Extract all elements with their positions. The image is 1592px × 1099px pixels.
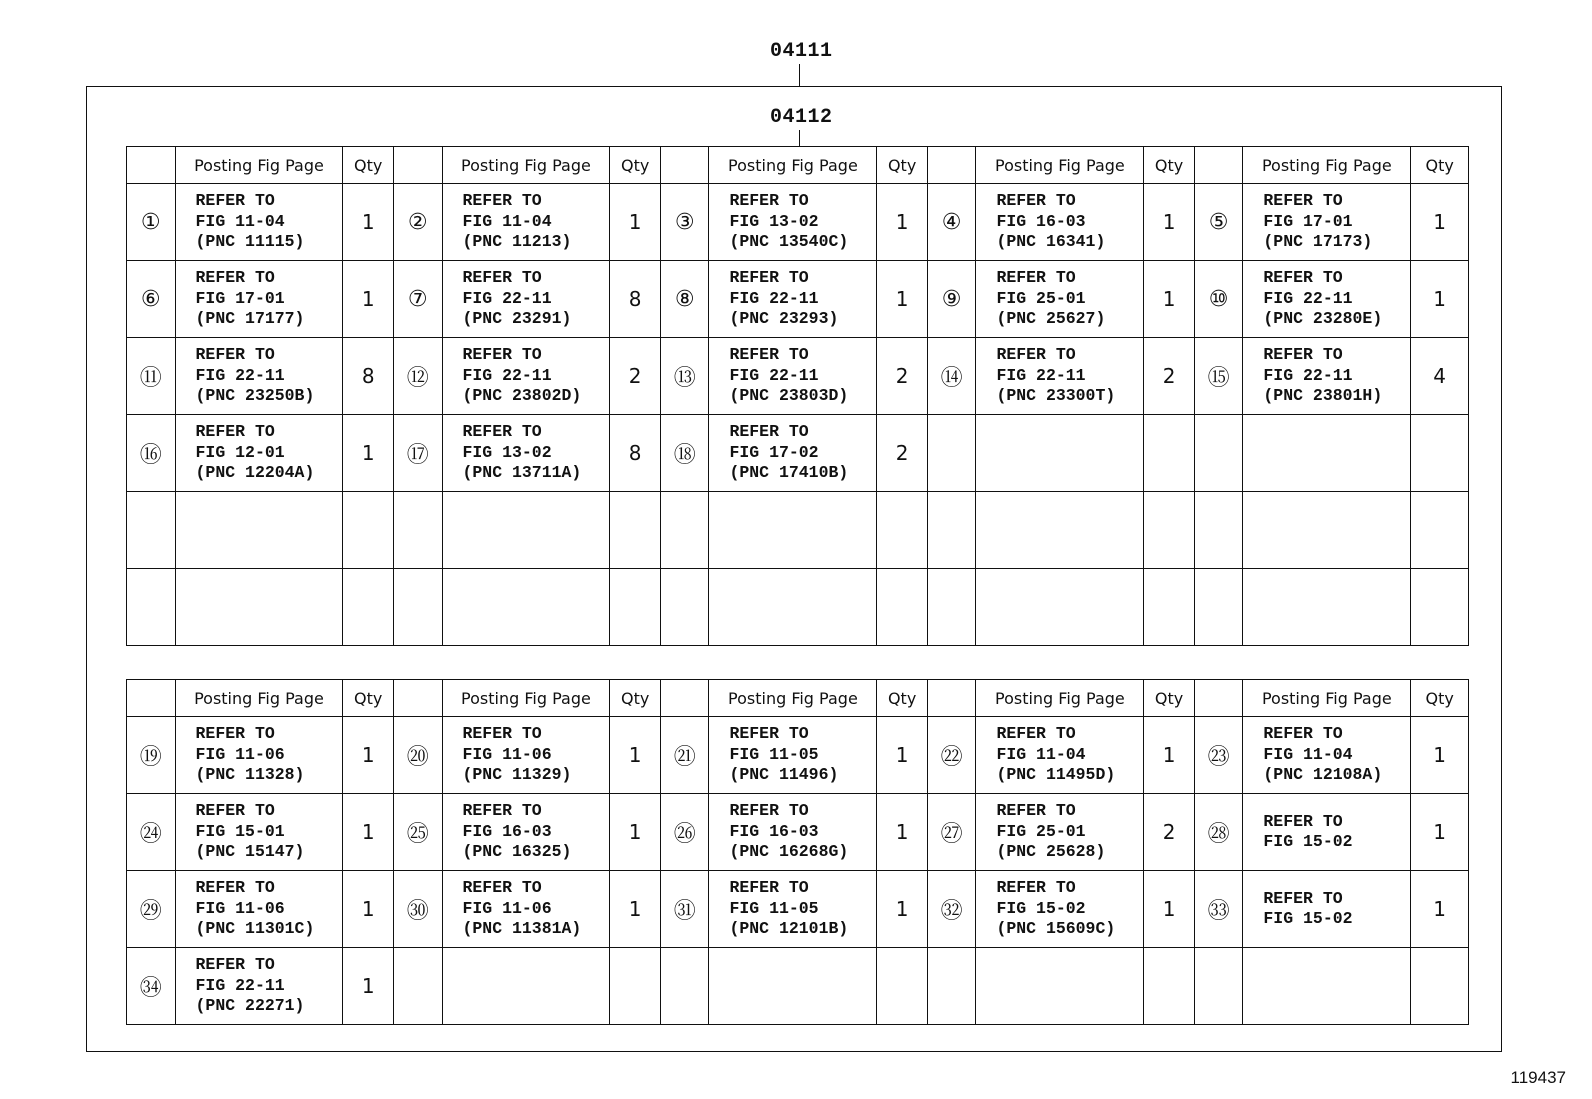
reference-line: REFER TO — [1263, 268, 1343, 288]
item-number — [127, 569, 176, 646]
table-row — [127, 948, 1469, 1025]
table-row — [127, 871, 1469, 948]
reference-line: (PNC 17410B) — [729, 463, 849, 483]
posting-reference — [175, 569, 343, 646]
posting-reference — [442, 569, 610, 646]
table-row — [127, 415, 1469, 492]
item-number — [660, 948, 709, 1025]
reference-line: REFER TO — [1263, 811, 1343, 831]
item-number: ㉗ — [927, 794, 976, 871]
quantity: 1 — [610, 871, 661, 948]
reference-line: (PNC 16325) — [462, 842, 572, 862]
header-qty: Qty — [343, 147, 394, 184]
reference-line: (PNC 11496) — [729, 765, 839, 785]
posting-reference — [442, 717, 610, 794]
posting-reference — [175, 948, 343, 1025]
table-row — [127, 569, 1469, 646]
item-number: ㉛ — [660, 871, 709, 948]
quantity — [610, 569, 661, 646]
inner-label-leader — [799, 130, 800, 146]
quantity — [1144, 415, 1195, 492]
item-number — [660, 492, 709, 569]
reference-line: FIG 11-06 — [462, 898, 552, 918]
quantity: 1 — [1144, 261, 1195, 338]
item-number — [1194, 415, 1243, 492]
reference-line: FIG 11-04 — [1263, 744, 1353, 764]
reference-line: (PNC 12101B) — [729, 919, 849, 939]
quantity: 1 — [343, 184, 394, 261]
reference-line: (PNC 16268G) — [729, 842, 849, 862]
reference-line: REFER TO — [729, 801, 809, 821]
quantity — [1144, 948, 1195, 1025]
posting-reference — [1243, 492, 1411, 569]
table-row — [127, 338, 1469, 415]
posting-reference — [976, 184, 1144, 261]
posting-reference — [1243, 338, 1411, 415]
header-index-cell — [927, 147, 976, 184]
reference-line: (PNC 17177) — [195, 309, 305, 329]
posting-reference — [976, 871, 1144, 948]
reference-line: FIG 22-11 — [1263, 365, 1353, 385]
reference-line: FIG 17-02 — [729, 442, 819, 462]
header-index-cell — [1194, 680, 1243, 717]
posting-reference — [442, 184, 610, 261]
item-number: ⑳ — [393, 717, 442, 794]
table-row — [127, 184, 1469, 261]
item-number: ② — [393, 184, 442, 261]
reference-line: (PNC 15147) — [195, 842, 305, 862]
reference-line: (PNC 13540C) — [729, 232, 849, 252]
reference-line: (PNC 23300T) — [996, 386, 1116, 406]
item-number: ⑮ — [1194, 338, 1243, 415]
posting-reference — [976, 261, 1144, 338]
reference-line: REFER TO — [462, 724, 542, 744]
reference-line: (PNC 12108A) — [1263, 765, 1383, 785]
posting-reference — [1243, 717, 1411, 794]
reference-line: REFER TO — [195, 345, 275, 365]
reference-line: (PNC 11328) — [195, 765, 305, 785]
reference-line: (PNC 23802D) — [462, 386, 582, 406]
reference-line: FIG 22-11 — [462, 365, 552, 385]
reference-line: REFER TO — [996, 801, 1076, 821]
item-number: ㉒ — [927, 717, 976, 794]
posting-reference — [442, 338, 610, 415]
posting-reference — [709, 492, 877, 569]
illustration-number: 119437 — [1510, 1068, 1566, 1087]
reference-line: REFER TO — [996, 724, 1076, 744]
reference-line: FIG 13-02 — [729, 211, 819, 231]
posting-reference — [175, 338, 343, 415]
reference-line: FIG 11-04 — [195, 211, 285, 231]
quantity — [343, 492, 394, 569]
item-number: ⑨ — [927, 261, 976, 338]
reference-line: FIG 13-02 — [462, 442, 552, 462]
header-qty: Qty — [1144, 680, 1195, 717]
table-row — [127, 794, 1469, 871]
posting-reference — [1243, 415, 1411, 492]
quantity: 1 — [877, 184, 928, 261]
reference-line: FIG 16-03 — [996, 211, 1086, 231]
reference-line: FIG 15-02 — [1263, 909, 1353, 928]
posting-reference — [1243, 794, 1411, 871]
reference-line: FIG 22-11 — [195, 975, 285, 995]
reference-line: (PNC 16341) — [996, 232, 1106, 252]
item-number: ① — [127, 184, 176, 261]
reference-line: REFER TO — [996, 345, 1076, 365]
quantity: 1 — [1144, 184, 1195, 261]
reference-line: REFER TO — [462, 191, 542, 211]
reference-line: (PNC 11115) — [195, 232, 305, 252]
quantity — [1411, 948, 1469, 1025]
item-number: ④ — [927, 184, 976, 261]
reference-line: REFER TO — [195, 724, 275, 744]
posting-reference — [175, 415, 343, 492]
reference-line: REFER TO — [729, 422, 809, 442]
quantity: 8 — [610, 415, 661, 492]
header-posting-fig-page: Posting Fig Page — [976, 680, 1144, 717]
posting-reference — [442, 871, 610, 948]
reference-line: FIG 11-06 — [195, 744, 285, 764]
quantity: 1 — [1411, 871, 1469, 948]
quantity: 1 — [343, 948, 394, 1025]
posting-reference — [709, 871, 877, 948]
item-number — [927, 569, 976, 646]
quantity: 1 — [1411, 717, 1469, 794]
reference-line: FIG 12-01 — [195, 442, 285, 462]
item-number: ③ — [660, 184, 709, 261]
header-index-cell — [127, 680, 176, 717]
reference-line: REFER TO — [729, 191, 809, 211]
item-number: ⑫ — [393, 338, 442, 415]
item-number: ⑱ — [660, 415, 709, 492]
reference-line: FIG 22-11 — [729, 365, 819, 385]
quantity: 2 — [1144, 338, 1195, 415]
reference-line: FIG 22-11 — [462, 288, 552, 308]
item-number — [1194, 569, 1243, 646]
reference-line: (PNC 23250B) — [195, 386, 315, 406]
item-number: ㉙ — [127, 871, 176, 948]
item-number — [927, 948, 976, 1025]
reference-line: REFER TO — [996, 191, 1076, 211]
item-number: ㉖ — [660, 794, 709, 871]
quantity: 2 — [610, 338, 661, 415]
item-number — [927, 492, 976, 569]
parts-reference-table-2 — [126, 679, 1469, 1025]
posting-reference — [976, 492, 1144, 569]
table-row — [127, 717, 1469, 794]
reference-line: REFER TO — [462, 878, 542, 898]
quantity: 1 — [1411, 794, 1469, 871]
reference-line: FIG 22-11 — [996, 365, 1086, 385]
header-index-cell — [927, 680, 976, 717]
item-number: ㉚ — [393, 871, 442, 948]
posting-reference — [709, 338, 877, 415]
quantity: 2 — [877, 338, 928, 415]
quantity: 1 — [343, 871, 394, 948]
reference-line: FIG 11-04 — [996, 744, 1086, 764]
header-qty: Qty — [610, 680, 661, 717]
quantity: 1 — [1411, 261, 1469, 338]
reference-line: (PNC 25627) — [996, 309, 1106, 329]
quantity — [1411, 415, 1469, 492]
table-row — [127, 261, 1469, 338]
posting-reference — [442, 794, 610, 871]
reference-line: REFER TO — [996, 878, 1076, 898]
header-index-cell — [660, 147, 709, 184]
posting-reference — [709, 794, 877, 871]
header-posting-fig-page: Posting Fig Page — [175, 147, 343, 184]
posting-reference — [976, 338, 1144, 415]
reference-line: FIG 11-05 — [729, 744, 819, 764]
posting-reference — [976, 717, 1144, 794]
quantity: 1 — [343, 717, 394, 794]
item-number — [127, 492, 176, 569]
item-number: ⑧ — [660, 261, 709, 338]
header-posting-fig-page: Posting Fig Page — [709, 680, 877, 717]
reference-line: (PNC 11381A) — [462, 919, 582, 939]
reference-line: (PNC 15609C) — [996, 919, 1116, 939]
item-number: ⑤ — [1194, 184, 1243, 261]
quantity: 1 — [1144, 871, 1195, 948]
reference-line: REFER TO — [729, 724, 809, 744]
quantity — [1411, 569, 1469, 646]
reference-line: FIG 11-04 — [462, 211, 552, 231]
posting-reference — [709, 569, 877, 646]
outer-label-leader — [799, 64, 800, 86]
quantity: 1 — [610, 717, 661, 794]
header-index-cell — [127, 147, 176, 184]
posting-reference — [976, 948, 1144, 1025]
item-number: ⑥ — [127, 261, 176, 338]
posting-reference — [175, 794, 343, 871]
posting-reference — [976, 569, 1144, 646]
posting-reference — [976, 794, 1144, 871]
reference-line: (PNC 23291) — [462, 309, 572, 329]
reference-line: (PNC 12204A) — [195, 463, 315, 483]
reference-line: FIG 11-05 — [729, 898, 819, 918]
quantity: 2 — [1144, 794, 1195, 871]
item-number — [393, 948, 442, 1025]
header-index-cell — [393, 680, 442, 717]
item-number: ㉘ — [1194, 794, 1243, 871]
header-qty: Qty — [1411, 147, 1469, 184]
item-number — [660, 569, 709, 646]
quantity — [877, 492, 928, 569]
quantity: 1 — [1144, 717, 1195, 794]
posting-reference — [709, 948, 877, 1025]
item-number: ⑭ — [927, 338, 976, 415]
quantity: 2 — [877, 415, 928, 492]
outer-assembly-label: 04111 — [770, 40, 833, 63]
reference-line: REFER TO — [195, 422, 275, 442]
quantity: 1 — [1411, 184, 1469, 261]
reference-line: FIG 22-11 — [1263, 288, 1353, 308]
header-qty: Qty — [343, 680, 394, 717]
reference-line: (PNC 11495D) — [996, 765, 1116, 785]
header-qty: Qty — [877, 147, 928, 184]
header-index-cell — [393, 147, 442, 184]
posting-reference — [1243, 184, 1411, 261]
posting-reference — [976, 415, 1144, 492]
reference-line: REFER TO — [195, 878, 275, 898]
quantity: 1 — [877, 717, 928, 794]
item-number: ㉔ — [127, 794, 176, 871]
quantity — [1144, 569, 1195, 646]
reference-line: FIG 22-11 — [729, 288, 819, 308]
reference-line: REFER TO — [1263, 724, 1343, 744]
item-number: ⑪ — [127, 338, 176, 415]
item-number: ⑩ — [1194, 261, 1243, 338]
item-number: ⑯ — [127, 415, 176, 492]
reference-line: FIG 16-03 — [462, 821, 552, 841]
item-number: ㉑ — [660, 717, 709, 794]
posting-reference — [175, 492, 343, 569]
quantity — [1144, 492, 1195, 569]
header-qty: Qty — [877, 680, 928, 717]
reference-line: REFER TO — [1263, 191, 1343, 211]
item-number: ⑬ — [660, 338, 709, 415]
reference-line: REFER TO — [729, 345, 809, 365]
posting-reference — [175, 717, 343, 794]
reference-line: REFER TO — [195, 955, 275, 975]
header-posting-fig-page: Posting Fig Page — [442, 147, 610, 184]
posting-reference — [1243, 261, 1411, 338]
reference-line: (PNC 25628) — [996, 842, 1106, 862]
reference-line: FIG 17-01 — [1263, 211, 1353, 231]
reference-line: REFER TO — [1263, 888, 1343, 908]
reference-line: (PNC 11329) — [462, 765, 572, 785]
reference-line: (PNC 22271) — [195, 996, 305, 1016]
parts-reference-table-1 — [126, 146, 1469, 646]
header-index-cell — [1194, 147, 1243, 184]
quantity: 1 — [343, 415, 394, 492]
quantity — [610, 492, 661, 569]
quantity: 8 — [343, 338, 394, 415]
reference-line: FIG 16-03 — [729, 821, 819, 841]
posting-reference — [442, 948, 610, 1025]
quantity: 1 — [610, 184, 661, 261]
header-posting-fig-page: Posting Fig Page — [1243, 680, 1411, 717]
table-header-row — [127, 680, 1469, 717]
reference-line: (PNC 13711A) — [462, 463, 582, 483]
item-number: ⑦ — [393, 261, 442, 338]
reference-line: REFER TO — [195, 801, 275, 821]
reference-line: (PNC 23280E) — [1263, 309, 1383, 329]
posting-reference — [709, 717, 877, 794]
quantity: 1 — [343, 794, 394, 871]
header-posting-fig-page: Posting Fig Page — [442, 680, 610, 717]
table-row — [127, 492, 1469, 569]
reference-line: (PNC 17173) — [1263, 232, 1373, 252]
header-qty: Qty — [1411, 680, 1469, 717]
reference-line: FIG 15-01 — [195, 821, 285, 841]
header-posting-fig-page: Posting Fig Page — [175, 680, 343, 717]
reference-line: REFER TO — [1263, 345, 1343, 365]
posting-reference — [175, 871, 343, 948]
header-index-cell — [660, 680, 709, 717]
reference-line: FIG 11-06 — [195, 898, 285, 918]
quantity: 8 — [610, 261, 661, 338]
header-qty: Qty — [610, 147, 661, 184]
quantity: 1 — [877, 261, 928, 338]
posting-reference — [175, 261, 343, 338]
reference-line: FIG 25-01 — [996, 821, 1086, 841]
posting-reference — [1243, 871, 1411, 948]
reference-line: FIG 25-01 — [996, 288, 1086, 308]
reference-line: REFER TO — [462, 801, 542, 821]
reference-line: REFER TO — [996, 268, 1076, 288]
reference-line: (PNC 11301C) — [195, 919, 315, 939]
reference-line: (PNC 23801H) — [1263, 386, 1383, 406]
posting-reference — [175, 184, 343, 261]
posting-reference — [709, 415, 877, 492]
reference-line: REFER TO — [195, 268, 275, 288]
reference-line: (PNC 23803D) — [729, 386, 849, 406]
item-number: ⑲ — [127, 717, 176, 794]
quantity — [1411, 492, 1469, 569]
quantity — [610, 948, 661, 1025]
header-qty: Qty — [1144, 147, 1195, 184]
item-number — [393, 569, 442, 646]
item-number: ㉝ — [1194, 871, 1243, 948]
table-header-row — [127, 147, 1469, 184]
header-posting-fig-page: Posting Fig Page — [709, 147, 877, 184]
reference-line: FIG 22-11 — [195, 365, 285, 385]
item-number — [393, 492, 442, 569]
posting-reference — [1243, 948, 1411, 1025]
item-number — [1194, 948, 1243, 1025]
item-number: ㉕ — [393, 794, 442, 871]
reference-line: REFER TO — [462, 422, 542, 442]
item-number: ㉓ — [1194, 717, 1243, 794]
posting-reference — [1243, 569, 1411, 646]
reference-line: FIG 17-01 — [195, 288, 285, 308]
posting-reference — [442, 415, 610, 492]
posting-reference — [709, 184, 877, 261]
header-posting-fig-page: Posting Fig Page — [976, 147, 1144, 184]
posting-reference — [442, 492, 610, 569]
quantity: 1 — [877, 871, 928, 948]
reference-line: (PNC 23293) — [729, 309, 839, 329]
reference-line: FIG 11-06 — [462, 744, 552, 764]
item-number — [1194, 492, 1243, 569]
reference-line: (PNC 11213) — [462, 232, 572, 252]
item-number — [927, 415, 976, 492]
posting-reference — [442, 261, 610, 338]
quantity — [343, 569, 394, 646]
reference-line: FIG 15-02 — [996, 898, 1086, 918]
reference-line: REFER TO — [729, 878, 809, 898]
quantity: 1 — [610, 794, 661, 871]
reference-line: REFER TO — [195, 191, 275, 211]
quantity — [877, 948, 928, 1025]
quantity: 1 — [343, 261, 394, 338]
reference-line: REFER TO — [729, 268, 809, 288]
inner-assembly-label: 04112 — [770, 106, 833, 129]
reference-line: REFER TO — [462, 268, 542, 288]
quantity: 4 — [1411, 338, 1469, 415]
posting-reference — [709, 261, 877, 338]
item-number: ㉞ — [127, 948, 176, 1025]
item-number: ⑰ — [393, 415, 442, 492]
quantity — [877, 569, 928, 646]
reference-line: FIG 15-02 — [1263, 832, 1353, 851]
item-number: ㉜ — [927, 871, 976, 948]
header-posting-fig-page: Posting Fig Page — [1243, 147, 1411, 184]
reference-line: REFER TO — [462, 345, 542, 365]
quantity: 1 — [877, 794, 928, 871]
